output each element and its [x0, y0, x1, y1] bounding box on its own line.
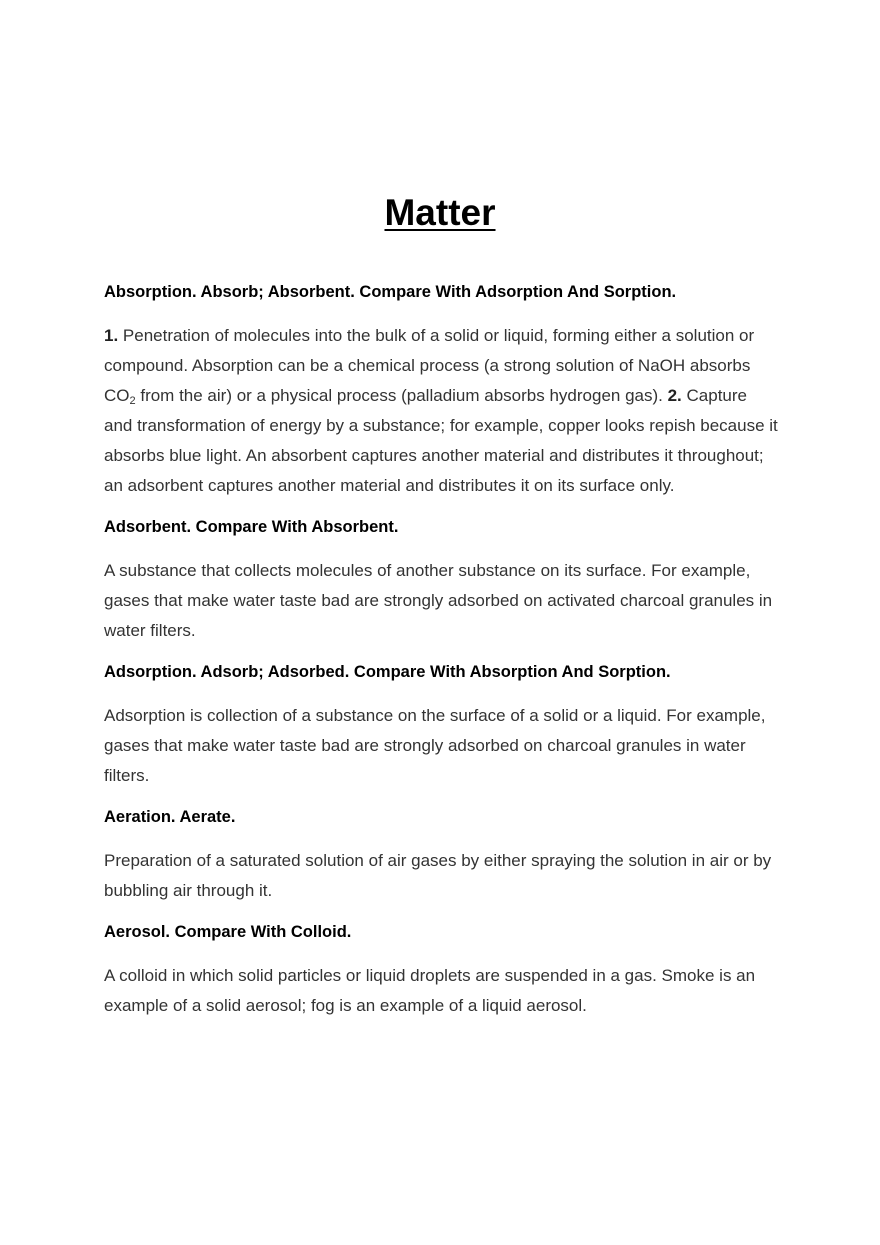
term-adsorption: Adsorption. Adsorb; Adsorbed. Compare With Absorption And Sorption. [104, 663, 671, 681]
term-absorption: Absorption. Absorb; Absorbent. Compare With Adsorption And Sorption. [104, 283, 677, 301]
definition-absorption-part3: Capture and transformation of energy by a substance; for example, copper looks repish because it absorbs blue light. An absorbent captures another material and distributes it throughout; an adsorbent captures another material and distributes it on its surface only. [104, 386, 778, 495]
subscript-2: 2 [129, 395, 136, 407]
definition-adsorbent: A substance that collects molecules of another substance on its surface. For example, gases that make water taste bad are strongly adsorbed on activated charcoal granules in water filters. [104, 561, 773, 640]
term-aeration: Aeration. Aerate. [104, 808, 236, 826]
definition-absorption-part2: from the air) or a physical process (palladium absorbs hydrogen gas). [135, 386, 668, 405]
definition-number-2: 2. [667, 386, 682, 405]
term-aerosol: Aerosol. Compare With Colloid. [104, 923, 352, 941]
definition-absorption-part1: Penetration of molecules into the bulk of a solid or liquid, forming either a solution or compound. Absorption can be a chemical process (a strong solution of NaOH absorbs CO [104, 326, 755, 405]
definition-number-1: 1. [104, 326, 119, 345]
definition-aeration: Preparation of a saturated solution of air gases by either spraying the solution in air or by bubbling air through it. [104, 851, 772, 900]
term-adsorbent: Adsorbent. Compare With Absorbent. [104, 518, 399, 536]
definition-adsorption: Adsorption is collection of a substance on the surface of a solid or a liquid. For example, gases that make water taste bad are strongly adsorbed on charcoal granules in water filters. [104, 706, 766, 785]
definition-absorption [104, 321, 780, 501]
page-title: Matter [384, 192, 496, 233]
definition-aerosol: A colloid in which solid particles or liquid droplets are suspended in a gas. Smoke is an example of a solid aerosol; fog is an example of a liquid aerosol. [104, 966, 756, 1015]
glossary-content [104, 280, 780, 1035]
